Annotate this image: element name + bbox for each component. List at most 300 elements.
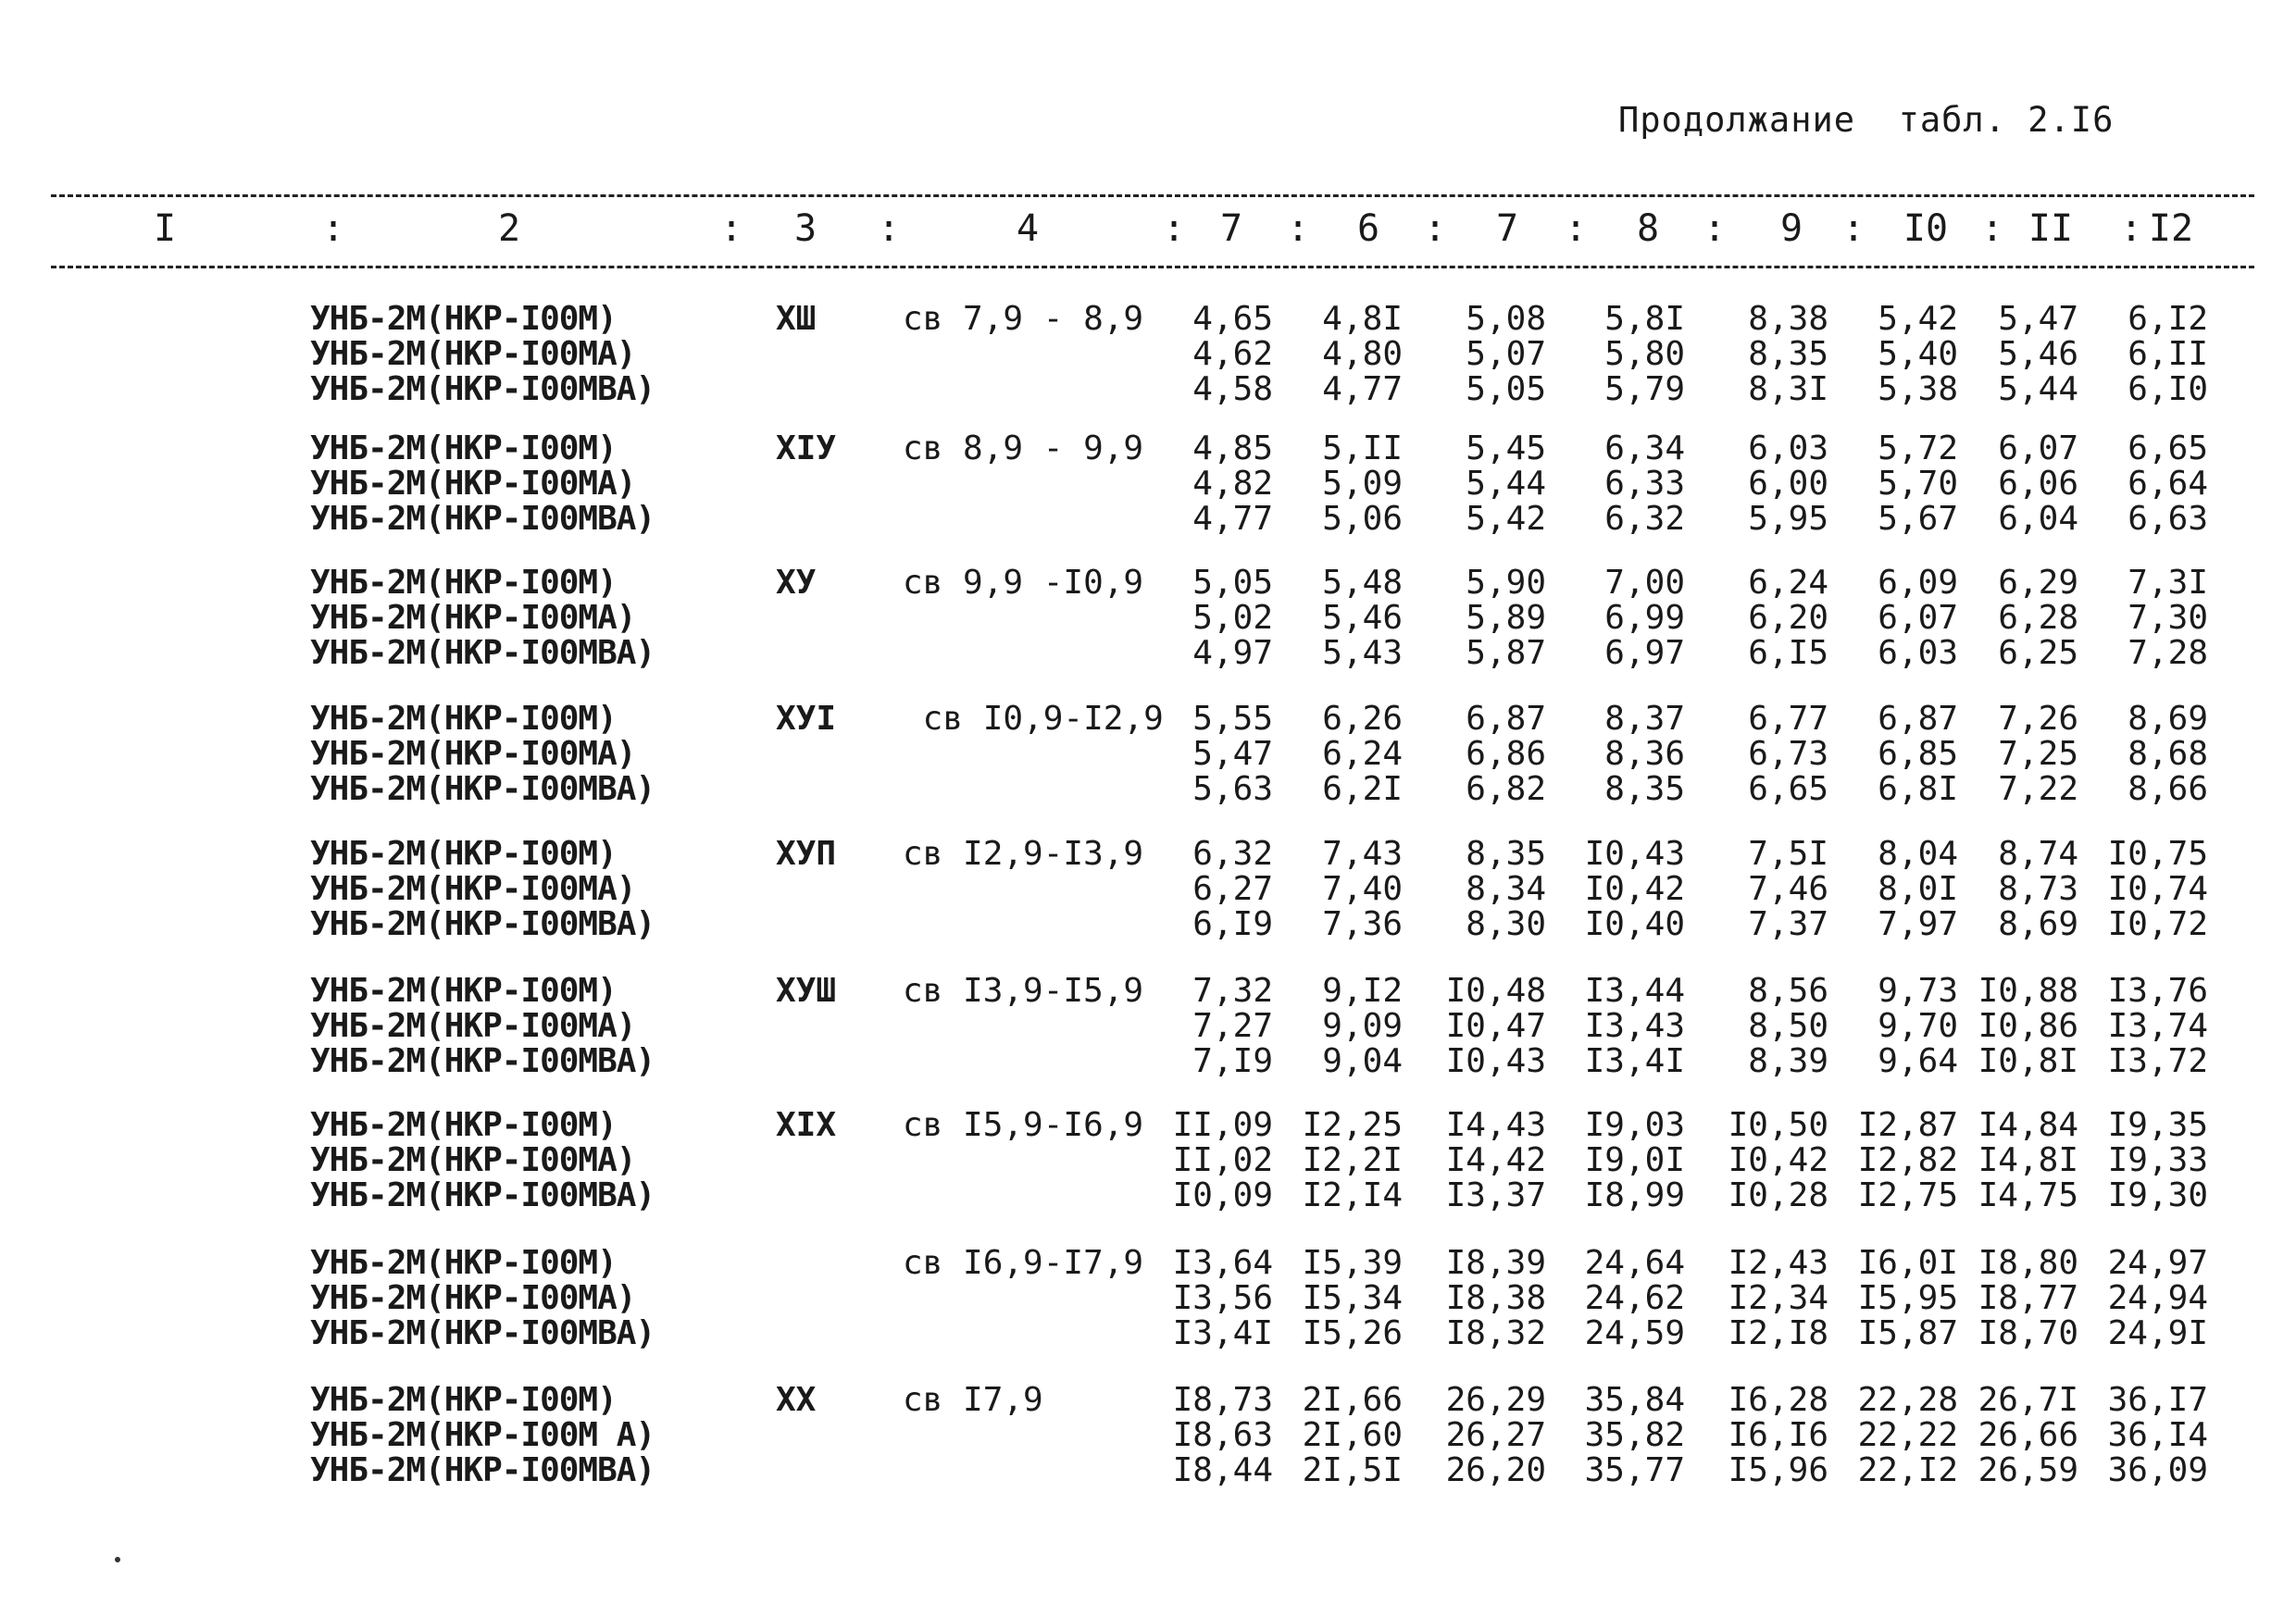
table-row-group (0, 702, 2296, 827)
table-cell: 6,87 (1466, 700, 1546, 738)
table-cell: I2,25 (1302, 1106, 1403, 1144)
value-column-7 (1426, 702, 1546, 807)
table-cell: 26,20 (1445, 1451, 1546, 1489)
equipment-name: УНБ-2М(НКР-I00М) (310, 835, 617, 873)
table-cell: I4,84 (1978, 1106, 2078, 1144)
value-column-6 (1282, 974, 1403, 1079)
value-column-9 (1708, 302, 1828, 407)
range-label: св I3,9-I5,9 (903, 972, 1144, 1010)
table-cell: 8,3I (1748, 370, 1828, 408)
column-separator: : (1565, 207, 1588, 250)
value-column-6 (1282, 1246, 1403, 1351)
category-roman-numeral: ХIУ (776, 429, 837, 467)
table-cell: 4,65 (1192, 300, 1273, 338)
table-cell: 4,8I (1322, 300, 1403, 338)
table-cell: 26,7I (1978, 1381, 2078, 1419)
table-cell: 8,0I (1878, 870, 1958, 908)
table-cell: 8,56 (1748, 972, 1828, 1010)
table-cell: I8,39 (1445, 1244, 1546, 1282)
equipment-names (310, 1108, 655, 1213)
value-column-11 (1958, 702, 2078, 807)
equipment-name: УНБ-2М(НКР-I00МВА) (310, 634, 655, 672)
column-separator: : (1981, 207, 2004, 250)
table-cell: 7,I9 (1192, 1042, 1273, 1080)
table-cell: I8,77 (1978, 1279, 2078, 1317)
range-label: св 7,9 - 8,9 (903, 300, 1144, 338)
value-column-12 (2088, 1108, 2208, 1213)
table-cell: 8,04 (1878, 835, 1958, 873)
value-column-8 (1565, 1108, 1685, 1213)
table-row-group (0, 431, 2296, 556)
value-column-5 (1153, 1383, 1273, 1488)
table-cell: I8,63 (1172, 1416, 1273, 1454)
table-cell: I0,72 (2107, 905, 2208, 943)
table-cell: 4,85 (1192, 429, 1273, 467)
value-column-7 (1426, 1383, 1546, 1488)
range-label: св 8,9 - 9,9 (903, 429, 1144, 467)
table-cell: 5,40 (1878, 335, 1958, 373)
equipment-name: УНБ-2М(НКР-I00МВА) (310, 500, 655, 538)
table-cell: I8,38 (1445, 1279, 1546, 1317)
column-separator: : (1163, 207, 1186, 250)
column-separator: : (878, 207, 901, 250)
value-column-12 (2088, 566, 2208, 671)
equipment-names (310, 702, 655, 807)
table-cell: 7,28 (2128, 634, 2208, 672)
table-cell: 4,97 (1192, 634, 1273, 672)
table-cell: I3,64 (1172, 1244, 1273, 1282)
value-column-8 (1565, 702, 1685, 807)
table-cell: I5,87 (1857, 1314, 1958, 1352)
table-cell: 7,30 (2128, 599, 2208, 637)
table-cell: I9,30 (2107, 1176, 2208, 1214)
table-cell: 5,47 (1192, 735, 1273, 773)
value-column-10 (1838, 1108, 1958, 1213)
table-cell: I3,37 (1445, 1176, 1546, 1214)
table-cell: 5,87 (1466, 634, 1546, 672)
table-cell: I5,96 (1728, 1451, 1828, 1489)
table-cell: 8,35 (1604, 770, 1685, 808)
equipment-name: УНБ-2М(НКР-I00МА) (310, 599, 636, 637)
equipment-name: УНБ-2М(НКР-I00МВА) (310, 1451, 655, 1489)
value-column-12 (2088, 431, 2208, 537)
equipment-name: УНБ-2М(НКР-I00М А) (310, 1416, 655, 1454)
table-cell: 5,47 (1998, 300, 2078, 338)
value-column-11 (1958, 1383, 2078, 1488)
table-cell: 6,32 (1192, 835, 1273, 873)
value-column-8 (1565, 1383, 1685, 1488)
equipment-names (310, 431, 655, 537)
table-cell: 6,00 (1748, 465, 1828, 503)
table-cell: 6,03 (1748, 429, 1828, 467)
value-column-7 (1426, 431, 1546, 537)
table-cell: 9,73 (1878, 972, 1958, 1010)
table-cell: 36,09 (2107, 1451, 2208, 1489)
table-cell: 5,46 (1322, 599, 1403, 637)
value-column-6 (1282, 837, 1403, 942)
table-cell: I9,0I (1584, 1141, 1685, 1179)
table-cell: 26,59 (1978, 1451, 2078, 1489)
table-cell: I5,39 (1302, 1244, 1403, 1282)
table-cell: I5,95 (1857, 1279, 1958, 1317)
table-cell: 5,06 (1322, 500, 1403, 538)
table-cell: 6,25 (1998, 634, 2078, 672)
table-cell: 7,25 (1998, 735, 2078, 773)
table-cell: 5,08 (1466, 300, 1546, 338)
value-column-12 (2088, 702, 2208, 807)
table-cell: 7,36 (1322, 905, 1403, 943)
table-cell: 6,85 (1878, 735, 1958, 773)
value-column-5 (1153, 431, 1273, 537)
header-top-rule (51, 194, 2254, 197)
table-cell: 7,00 (1604, 564, 1685, 602)
table-cell: 5,89 (1466, 599, 1546, 637)
equipment-names (310, 566, 655, 671)
table-cell: 6,65 (1748, 770, 1828, 808)
column-separator: : (720, 207, 743, 250)
column-header-6: 6 (1356, 207, 1380, 250)
column-header-12: I2 (2148, 207, 2194, 250)
table-cell: 5,48 (1322, 564, 1403, 602)
table-cell: 22,22 (1857, 1416, 1958, 1454)
table-row-group (0, 1383, 2296, 1508)
table-cell: 6,20 (1748, 599, 1828, 637)
table-cell: 8,35 (1466, 835, 1546, 873)
value-column-5 (1153, 837, 1273, 942)
table-cell: 5,72 (1878, 429, 1958, 467)
table-cell: 4,82 (1192, 465, 1273, 503)
table-cell: I6,0I (1857, 1244, 1958, 1282)
value-column-6 (1282, 1383, 1403, 1488)
value-column-7 (1426, 302, 1546, 407)
value-column-8 (1565, 974, 1685, 1079)
category-roman-numeral: ХХ (776, 1381, 817, 1419)
table-cell: I4,8I (1978, 1141, 2078, 1179)
value-column-11 (1958, 566, 2078, 671)
range-label: св I5,9-I6,9 (903, 1106, 1144, 1144)
value-column-11 (1958, 837, 2078, 942)
value-column-8 (1565, 431, 1685, 537)
table-cell: 5,09 (1322, 465, 1403, 503)
value-column-7 (1426, 566, 1546, 671)
column-header-1: I (153, 207, 177, 250)
table-cell: I2,75 (1857, 1176, 1958, 1214)
table-cell: 6,I9 (1192, 905, 1273, 943)
equipment-name: УНБ-2М(НКР-I00МВА) (310, 770, 655, 808)
equipment-name: УНБ-2М(НКР-I00М) (310, 1106, 617, 1144)
table-cell: I0,42 (1728, 1141, 1828, 1179)
value-column-5 (1153, 974, 1273, 1079)
table-cell: 24,64 (1584, 1244, 1685, 1282)
table-cell: 26,29 (1445, 1381, 1546, 1419)
table-cell: 9,64 (1878, 1042, 1958, 1080)
table-cell: 2I,66 (1302, 1381, 1403, 1419)
column-header-11: II (2028, 207, 2074, 250)
table-cell: I0,86 (1978, 1007, 2078, 1045)
table-cell: 6,I0 (2128, 370, 2208, 408)
column-separator: : (322, 207, 345, 250)
table-cell: 6,26 (1322, 700, 1403, 738)
table-cell: I6,I6 (1728, 1416, 1828, 1454)
header-bottom-rule (51, 266, 2254, 268)
table-cell: 5,63 (1192, 770, 1273, 808)
value-column-6 (1282, 1108, 1403, 1213)
equipment-name: УНБ-2М(НКР-I00МА) (310, 335, 636, 373)
table-cell: 4,80 (1322, 335, 1403, 373)
table-cell: 6,32 (1604, 500, 1685, 538)
table-cell: I9,03 (1584, 1106, 1685, 1144)
table-cell: I0,88 (1978, 972, 2078, 1010)
value-column-9 (1708, 702, 1828, 807)
value-column-7 (1426, 1246, 1546, 1351)
category-roman-numeral: ХУП (776, 835, 837, 873)
value-column-10 (1838, 702, 1958, 807)
column-header-3: 3 (793, 207, 817, 250)
table-cell: I2,34 (1728, 1279, 1828, 1317)
table-cell: 7,3I (2128, 564, 2208, 602)
table-cell: 8,73 (1998, 870, 2078, 908)
table-cell: I8,70 (1978, 1314, 2078, 1352)
table-cell: 7,97 (1878, 905, 1958, 943)
value-column-9 (1708, 1383, 1828, 1488)
table-cell: 6,97 (1604, 634, 1685, 672)
table-cell: 9,70 (1878, 1007, 1958, 1045)
value-column-10 (1838, 566, 1958, 671)
value-column-5 (1153, 1246, 1273, 1351)
column-separator: : (1703, 207, 1727, 250)
column-header-9: 9 (1779, 207, 1803, 250)
table-cell: 8,69 (1998, 905, 2078, 943)
value-column-8 (1565, 302, 1685, 407)
table-cell: 6,99 (1604, 599, 1685, 637)
value-column-6 (1282, 302, 1403, 407)
category-roman-numeral: ХШ (776, 300, 817, 338)
value-column-10 (1838, 974, 1958, 1079)
value-column-8 (1565, 837, 1685, 942)
table-cell: I3,4I (1172, 1314, 1273, 1352)
equipment-name: УНБ-2М(НКР-I00МА) (310, 1007, 636, 1045)
value-column-12 (2088, 1383, 2208, 1488)
value-column-9 (1708, 566, 1828, 671)
column-separator: : (1842, 207, 1866, 250)
value-column-12 (2088, 837, 2208, 942)
table-cell: 5,90 (1466, 564, 1546, 602)
table-cell: 5,38 (1878, 370, 1958, 408)
table-cell: 5,07 (1466, 335, 1546, 373)
table-cell: 5,II (1322, 429, 1403, 467)
table-cell: 6,07 (1878, 599, 1958, 637)
table-cell: 35,82 (1584, 1416, 1685, 1454)
table-cell: I3,43 (1584, 1007, 1685, 1045)
table-cell: 5,45 (1466, 429, 1546, 467)
equipment-names (310, 1383, 655, 1488)
table-cell: 6,63 (2128, 500, 2208, 538)
table-cell: I0,75 (2107, 835, 2208, 873)
value-column-9 (1708, 974, 1828, 1079)
equipment-name: УНБ-2М(НКР-I00МА) (310, 735, 636, 773)
equipment-name: УНБ-2М(НКР-I00М) (310, 564, 617, 602)
value-column-5 (1153, 1108, 1273, 1213)
table-cell: 6,II (2128, 335, 2208, 373)
table-cell: I0,43 (1584, 835, 1685, 873)
table-cell: 6,29 (1998, 564, 2078, 602)
table-cell: 8,50 (1748, 1007, 1828, 1045)
table-cell: 5,44 (1998, 370, 2078, 408)
table-cell: 35,84 (1584, 1381, 1685, 1419)
table-cell: 6,07 (1998, 429, 2078, 467)
table-cell: 5,05 (1466, 370, 1546, 408)
equipment-name: УНБ-2М(НКР-I00МА) (310, 870, 636, 908)
table-cell: I5,26 (1302, 1314, 1403, 1352)
table-cell: 6,27 (1192, 870, 1273, 908)
table-cell: I0,40 (1584, 905, 1685, 943)
value-column-11 (1958, 1246, 2078, 1351)
table-cell: 6,8I (1878, 770, 1958, 808)
table-cell: 5,80 (1604, 335, 1685, 373)
table-cell: 6,82 (1466, 770, 1546, 808)
table-cell: 6,24 (1748, 564, 1828, 602)
table-cell: I3,74 (2107, 1007, 2208, 1045)
table-row-group (0, 1108, 2296, 1233)
equipment-name: УНБ-2М(НКР-I00МА) (310, 1141, 636, 1179)
table-cell: 24,59 (1584, 1314, 1685, 1352)
table-cell: I0,43 (1445, 1042, 1546, 1080)
table-cell: 6,03 (1878, 634, 1958, 672)
column-separator: : (1287, 207, 1310, 250)
table-cell: 6,87 (1878, 700, 1958, 738)
table-cell: 6,64 (2128, 465, 2208, 503)
column-separator: : (1424, 207, 1447, 250)
table-cell: 6,04 (1998, 500, 2078, 538)
value-column-9 (1708, 1246, 1828, 1351)
table-cell: I3,76 (2107, 972, 2208, 1010)
equipment-name: УНБ-2М(НКР-I00М) (310, 300, 617, 338)
column-header-10: I0 (1903, 207, 1949, 250)
value-column-8 (1565, 1246, 1685, 1351)
value-column-5 (1153, 702, 1273, 807)
column-header-7: 7 (1495, 207, 1519, 250)
table-cell: 6,33 (1604, 465, 1685, 503)
range-label: св I7,9 (903, 1381, 1043, 1419)
table-cell: 5,67 (1878, 500, 1958, 538)
table-cell: I2,87 (1857, 1106, 1958, 1144)
table-cell: 6,24 (1322, 735, 1403, 773)
table-cell: I2,2I (1302, 1141, 1403, 1179)
table-cell: 8,68 (2128, 735, 2208, 773)
table-cell: 7,37 (1748, 905, 1828, 943)
range-label: св 9,9 -I0,9 (903, 564, 1144, 602)
table-row-group (0, 1246, 2296, 1371)
table-cell: I2,I8 (1728, 1314, 1828, 1352)
column-header-5: 7 (1219, 207, 1243, 250)
table-cell: I3,44 (1584, 972, 1685, 1010)
table-cell: 24,97 (2107, 1244, 2208, 1282)
value-column-11 (1958, 302, 2078, 407)
table-cell: 7,27 (1192, 1007, 1273, 1045)
table-cell: I4,42 (1445, 1141, 1546, 1179)
value-column-8 (1565, 566, 1685, 671)
table-cell: 5,95 (1748, 500, 1828, 538)
table-cell: 9,04 (1322, 1042, 1403, 1080)
table-cell: 6,73 (1748, 735, 1828, 773)
value-column-10 (1838, 1383, 1958, 1488)
value-column-6 (1282, 566, 1403, 671)
equipment-names (310, 974, 655, 1079)
table-cell: 5,42 (1878, 300, 1958, 338)
value-column-11 (1958, 431, 2078, 537)
table-cell: I8,99 (1584, 1176, 1685, 1214)
table-cell: 8,34 (1466, 870, 1546, 908)
value-column-12 (2088, 302, 2208, 407)
table-cell: 6,77 (1748, 700, 1828, 738)
table-cell: 8,30 (1466, 905, 1546, 943)
value-column-5 (1153, 566, 1273, 671)
table-cell: 7,22 (1998, 770, 2078, 808)
table-cell: 4,58 (1192, 370, 1273, 408)
table-cell: 7,32 (1192, 972, 1273, 1010)
table-cell: I5,34 (1302, 1279, 1403, 1317)
table-cell: II,02 (1172, 1141, 1273, 1179)
table-cell: 8,74 (1998, 835, 2078, 873)
table-cell: I0,28 (1728, 1176, 1828, 1214)
table-cell: 8,36 (1604, 735, 1685, 773)
value-column-7 (1426, 1108, 1546, 1213)
value-column-10 (1838, 302, 1958, 407)
table-cell: 5,43 (1322, 634, 1403, 672)
table-cell: 4,77 (1192, 500, 1273, 538)
table-cell: 9,09 (1322, 1007, 1403, 1045)
table-cell: 7,40 (1322, 870, 1403, 908)
equipment-name: УНБ-2М(НКР-I00МВА) (310, 1176, 655, 1214)
table-cell: 26,66 (1978, 1416, 2078, 1454)
table-cell: 7,5I (1748, 835, 1828, 873)
stray-mark (115, 1557, 120, 1562)
value-column-9 (1708, 431, 1828, 537)
table-cell: 5,8I (1604, 300, 1685, 338)
value-column-12 (2088, 1246, 2208, 1351)
table-cell: 5,44 (1466, 465, 1546, 503)
table-cell: 36,I7 (2107, 1381, 2208, 1419)
table-cell: I0,09 (1172, 1176, 1273, 1214)
table-cell: I9,33 (2107, 1141, 2208, 1179)
category-roman-numeral: ХУШ (776, 972, 837, 1010)
column-separator: : (2120, 207, 2143, 250)
table-cell: 24,94 (2107, 1279, 2208, 1317)
equipment-names (310, 837, 655, 942)
table-cell: I8,80 (1978, 1244, 2078, 1282)
table-cell: I4,43 (1445, 1106, 1546, 1144)
column-header-4: 4 (1016, 207, 1040, 250)
table-cell: I9,35 (2107, 1106, 2208, 1144)
table-cell: 5,55 (1192, 700, 1273, 738)
table-cell: 5,42 (1466, 500, 1546, 538)
table-cell: I0,50 (1728, 1106, 1828, 1144)
table-cell: I0,8I (1978, 1042, 2078, 1080)
table-cell: I8,73 (1172, 1381, 1273, 1419)
table-cell: 8,35 (1748, 335, 1828, 373)
table-row-group (0, 837, 2296, 962)
value-column-9 (1708, 837, 1828, 942)
value-column-12 (2088, 974, 2208, 1079)
table-cell: I2,82 (1857, 1141, 1958, 1179)
table-cell: I6,28 (1728, 1381, 1828, 1419)
table-cell: I0,42 (1584, 870, 1685, 908)
table-cell: 6,28 (1998, 599, 2078, 637)
equipment-names (310, 1246, 655, 1351)
column-header-8: 8 (1636, 207, 1660, 250)
equipment-names (310, 302, 655, 407)
equipment-name: УНБ-2М(НКР-I00МВА) (310, 905, 655, 943)
